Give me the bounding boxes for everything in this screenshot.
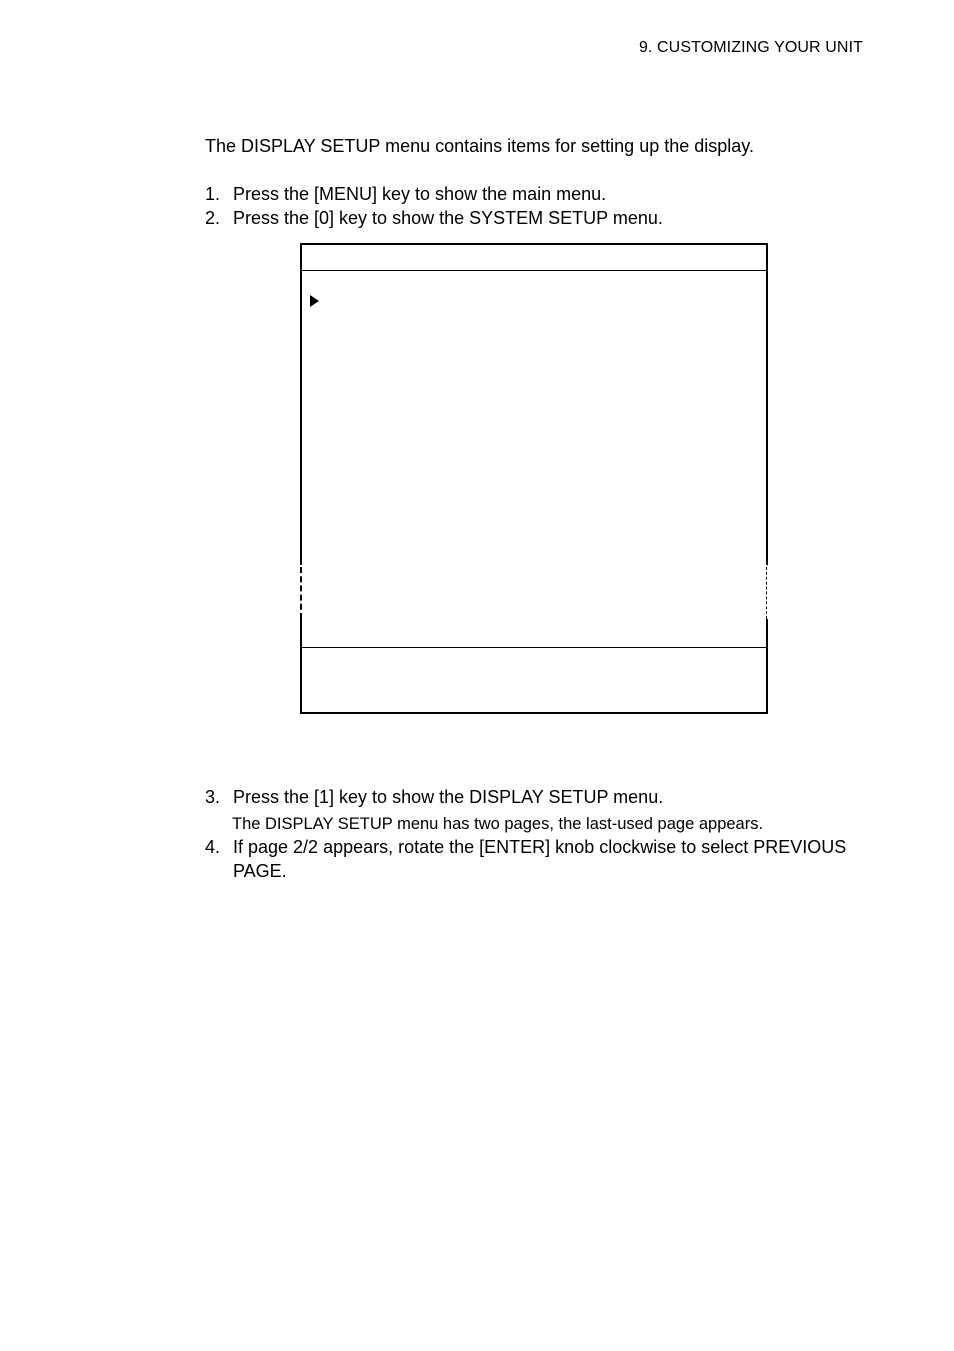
frame-break-right bbox=[766, 567, 767, 619]
step-text: Press the [0] key to show the SYSTEM SETUP menu. bbox=[233, 208, 663, 228]
running-header: 9. CUSTOMIZING YOUR UNIT bbox=[638, 39, 863, 56]
intro-paragraph: The DISPLAY SETUP menu contains items for setting up the display. bbox=[205, 136, 754, 156]
frame-right-edge bbox=[766, 619, 768, 714]
triangle-right-icon bbox=[310, 295, 319, 307]
step-4-continuation: PAGE. bbox=[233, 861, 287, 881]
step-number: 3. bbox=[205, 787, 221, 807]
menu-title-divider bbox=[300, 270, 768, 271]
step-text: If page 2/2 appears, rotate the [ENTER] knob clockwise to select PREVIOUS bbox=[233, 837, 847, 857]
step-3-note: The DISPLAY SETUP menu has two pages, the last-used page appears. bbox=[232, 815, 764, 833]
frame-bottom-edge bbox=[300, 712, 768, 714]
step-text: Press the [1] key to show the DISPLAY SETUP menu. bbox=[233, 787, 664, 807]
step-number: 2. bbox=[205, 208, 221, 228]
frame-right-edge bbox=[766, 243, 768, 565]
step-number: 1. bbox=[205, 184, 221, 204]
menu-footer-divider bbox=[300, 647, 768, 648]
step-text: Press the [MENU] key to show the main menu. bbox=[233, 184, 607, 204]
frame-top-edge bbox=[300, 243, 768, 245]
system-setup-menu-figure bbox=[300, 243, 768, 714]
frame-break-left bbox=[300, 567, 302, 619]
frame-left-edge bbox=[300, 619, 302, 714]
frame-left-edge bbox=[300, 243, 302, 565]
step-number: 4. bbox=[205, 837, 221, 857]
